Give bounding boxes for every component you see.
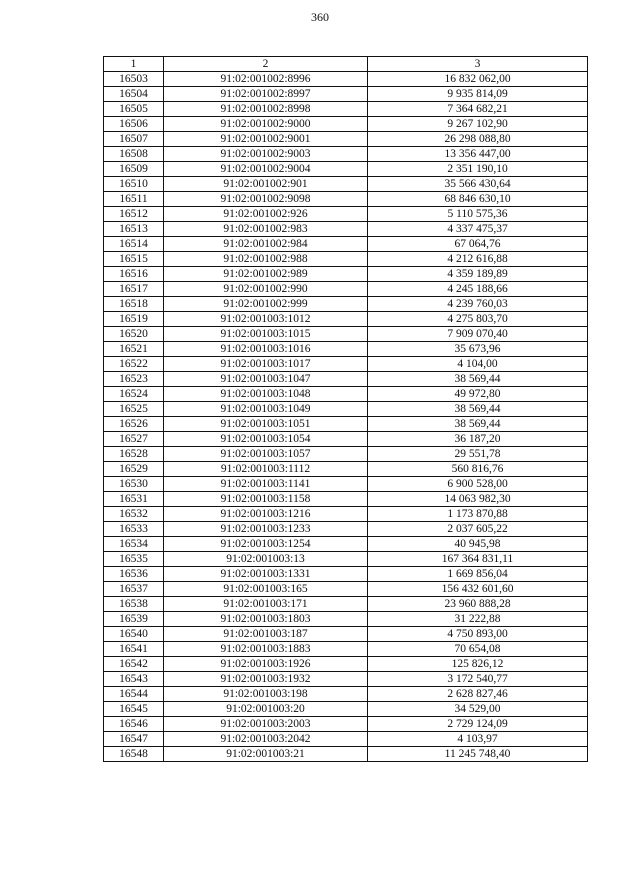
cadastral-number-cell: 91:02:001003:1054: [164, 432, 368, 447]
value-cell: 16 832 062,00: [368, 72, 588, 87]
table-row: [104, 222, 588, 237]
row-number-cell: 16545: [104, 702, 164, 717]
row-number-cell: 16534: [104, 537, 164, 552]
row-number-cell: 16548: [104, 747, 164, 762]
table-row: [104, 312, 588, 327]
column-header-2: 2: [164, 57, 368, 72]
value-cell: 13 356 447,00: [368, 147, 588, 162]
value-cell: 560 816,76: [368, 462, 588, 477]
row-number-cell: 16547: [104, 732, 164, 747]
table-row: [104, 387, 588, 402]
cadastral-number-cell: 91:02:001003:20: [164, 702, 368, 717]
value-cell: 2 351 190,10: [368, 162, 588, 177]
value-cell: 35 673,96: [368, 342, 588, 357]
table-row: [104, 717, 588, 732]
row-number-cell: 16504: [104, 87, 164, 102]
table-row: [104, 327, 588, 342]
row-number-cell: 16533: [104, 522, 164, 537]
table-row: [104, 597, 588, 612]
cadastral-number-cell: 91:02:001002:999: [164, 297, 368, 312]
value-cell: 34 529,00: [368, 702, 588, 717]
table-row: [104, 447, 588, 462]
cadastral-number-cell: 91:02:001002:8996: [164, 72, 368, 87]
cadastral-number-cell: 91:02:001003:1112: [164, 462, 368, 477]
row-number-cell: 16518: [104, 297, 164, 312]
row-number-cell: 16516: [104, 267, 164, 282]
value-cell: 70 654,08: [368, 642, 588, 657]
value-cell: 4 212 616,88: [368, 252, 588, 267]
row-number-cell: 16512: [104, 207, 164, 222]
value-cell: 1 173 870,88: [368, 507, 588, 522]
cadastral-number-cell: 91:02:001003:1012: [164, 312, 368, 327]
cadastral-number-cell: 91:02:001003:1015: [164, 327, 368, 342]
value-cell: 35 566 430,64: [368, 177, 588, 192]
cadastral-number-cell: 91:02:001002:9003: [164, 147, 368, 162]
cadastral-number-cell: 91:02:001003:1331: [164, 567, 368, 582]
cadastral-number-cell: 91:02:001003:1049: [164, 402, 368, 417]
cadastral-number-cell: 91:02:001003:1017: [164, 357, 368, 372]
cadastral-number-cell: 91:02:001003:165: [164, 582, 368, 597]
value-cell: 49 972,80: [368, 387, 588, 402]
value-cell: 38 569,44: [368, 402, 588, 417]
table-row: [104, 627, 588, 642]
table-row: [104, 432, 588, 447]
row-number-cell: 16508: [104, 147, 164, 162]
table-row: [104, 297, 588, 312]
cadastral-number-cell: 91:02:001003:1158: [164, 492, 368, 507]
value-cell: 23 960 888,28: [368, 597, 588, 612]
value-cell: 5 110 575,36: [368, 207, 588, 222]
value-cell: 167 364 831,11: [368, 552, 588, 567]
value-cell: 38 569,44: [368, 417, 588, 432]
row-number-cell: 16511: [104, 192, 164, 207]
row-number-cell: 16541: [104, 642, 164, 657]
table-row: [104, 192, 588, 207]
table-row: [104, 417, 588, 432]
value-cell: 7 909 070,40: [368, 327, 588, 342]
value-cell: 4 337 475,37: [368, 222, 588, 237]
table-row: [104, 342, 588, 357]
registry-table: [103, 56, 588, 762]
row-number-cell: 16542: [104, 657, 164, 672]
cadastral-number-cell: 91:02:001003:1048: [164, 387, 368, 402]
row-number-cell: 16506: [104, 117, 164, 132]
value-cell: 2 729 124,09: [368, 717, 588, 732]
value-cell: 68 846 630,10: [368, 192, 588, 207]
table-header-row: [104, 57, 588, 72]
row-number-cell: 16519: [104, 312, 164, 327]
table-row: [104, 462, 588, 477]
table-row: [104, 612, 588, 627]
row-number-cell: 16530: [104, 477, 164, 492]
cadastral-number-cell: 91:02:001002:9000: [164, 117, 368, 132]
cadastral-number-cell: 91:02:001002:8998: [164, 102, 368, 117]
cadastral-number-cell: 91:02:001002:9001: [164, 132, 368, 147]
cadastral-number-cell: 91:02:001003:171: [164, 597, 368, 612]
value-cell: 2 037 605,22: [368, 522, 588, 537]
value-cell: 38 569,44: [368, 372, 588, 387]
table-body: [104, 72, 588, 762]
row-number-cell: 16535: [104, 552, 164, 567]
row-number-cell: 16509: [104, 162, 164, 177]
row-number-cell: 16539: [104, 612, 164, 627]
table-row: [104, 207, 588, 222]
cadastral-number-cell: 91:02:001003:1047: [164, 372, 368, 387]
value-cell: 40 945,98: [368, 537, 588, 552]
table-row: [104, 102, 588, 117]
table-row: [104, 177, 588, 192]
row-number-cell: 16515: [104, 252, 164, 267]
row-number-cell: 16514: [104, 237, 164, 252]
row-number-cell: 16505: [104, 102, 164, 117]
cadastral-number-cell: 91:02:001002:9004: [164, 162, 368, 177]
row-number-cell: 16503: [104, 72, 164, 87]
cadastral-number-cell: 91:02:001003:198: [164, 687, 368, 702]
row-number-cell: 16523: [104, 372, 164, 387]
table-row: [104, 537, 588, 552]
cadastral-number-cell: 91:02:001003:2003: [164, 717, 368, 732]
table-row: [104, 732, 588, 747]
cadastral-number-cell: 91:02:001003:1883: [164, 642, 368, 657]
table-row: [104, 147, 588, 162]
table-row: [104, 747, 588, 762]
table-row: [104, 672, 588, 687]
row-number-cell: 16522: [104, 357, 164, 372]
cadastral-number-cell: 91:02:001002:990: [164, 282, 368, 297]
row-number-cell: 16525: [104, 402, 164, 417]
table-row: [104, 162, 588, 177]
row-number-cell: 16517: [104, 282, 164, 297]
value-cell: 4 750 893,00: [368, 627, 588, 642]
value-cell: 9 935 814,09: [368, 87, 588, 102]
cadastral-number-cell: 91:02:001003:2042: [164, 732, 368, 747]
row-number-cell: 16528: [104, 447, 164, 462]
page-number: 360: [311, 10, 329, 24]
cadastral-number-cell: 91:02:001002:9098: [164, 192, 368, 207]
value-cell: 2 628 827,46: [368, 687, 588, 702]
table-row: [104, 372, 588, 387]
value-cell: 4 245 188,66: [368, 282, 588, 297]
cadastral-number-cell: 91:02:001003:1216: [164, 507, 368, 522]
value-cell: 26 298 088,80: [368, 132, 588, 147]
row-number-cell: 16526: [104, 417, 164, 432]
row-number-cell: 16513: [104, 222, 164, 237]
value-cell: 31 222,88: [368, 612, 588, 627]
cadastral-number-cell: 91:02:001002:983: [164, 222, 368, 237]
table-row: [104, 252, 588, 267]
value-cell: 4 104,00: [368, 357, 588, 372]
row-number-cell: 16520: [104, 327, 164, 342]
table-row: [104, 492, 588, 507]
row-number-cell: 16510: [104, 177, 164, 192]
cadastral-number-cell: 91:02:001003:13: [164, 552, 368, 567]
table-row: [104, 507, 588, 522]
value-cell: 14 063 982,30: [368, 492, 588, 507]
column-header-1: 1: [104, 57, 164, 72]
cadastral-number-cell: 91:02:001003:21: [164, 747, 368, 762]
cadastral-number-cell: 91:02:001003:1803: [164, 612, 368, 627]
table-row: [104, 237, 588, 252]
row-number-cell: 16521: [104, 342, 164, 357]
cadastral-number-cell: 91:02:001002:984: [164, 237, 368, 252]
cadastral-number-cell: 91:02:001002:8997: [164, 87, 368, 102]
row-number-cell: 16532: [104, 507, 164, 522]
row-number-cell: 16536: [104, 567, 164, 582]
value-cell: 7 364 682,21: [368, 102, 588, 117]
cadastral-number-cell: 91:02:001003:1051: [164, 417, 368, 432]
value-cell: 4 275 803,70: [368, 312, 588, 327]
row-number-cell: 16546: [104, 717, 164, 732]
value-cell: 4 239 760,03: [368, 297, 588, 312]
table-row: [104, 522, 588, 537]
cadastral-number-cell: 91:02:001002:901: [164, 177, 368, 192]
table-row: [104, 72, 588, 87]
table-row: [104, 657, 588, 672]
value-cell: 156 432 601,60: [368, 582, 588, 597]
value-cell: 6 900 528,00: [368, 477, 588, 492]
table-row: [104, 552, 588, 567]
cadastral-number-cell: 91:02:001003:1057: [164, 447, 368, 462]
row-number-cell: 16529: [104, 462, 164, 477]
cadastral-number-cell: 91:02:001002:926: [164, 207, 368, 222]
value-cell: 67 064,76: [368, 237, 588, 252]
table-row: [104, 687, 588, 702]
cadastral-number-cell: 91:02:001002:989: [164, 267, 368, 282]
row-number-cell: 16538: [104, 597, 164, 612]
table-row: [104, 477, 588, 492]
cadastral-number-cell: 91:02:001003:1926: [164, 657, 368, 672]
cadastral-number-cell: 91:02:001003:1932: [164, 672, 368, 687]
cadastral-number-cell: 91:02:001003:1141: [164, 477, 368, 492]
row-number-cell: 16537: [104, 582, 164, 597]
table-row: [104, 87, 588, 102]
table-row: [104, 132, 588, 147]
row-number-cell: 16507: [104, 132, 164, 147]
cadastral-number-cell: 91:02:001003:1254: [164, 537, 368, 552]
value-cell: 29 551,78: [368, 447, 588, 462]
column-header-3: 3: [368, 57, 588, 72]
table-row: [104, 567, 588, 582]
table-row: [104, 357, 588, 372]
row-number-cell: 16543: [104, 672, 164, 687]
table-row: [104, 582, 588, 597]
row-number-cell: 16531: [104, 492, 164, 507]
value-cell: 125 826,12: [368, 657, 588, 672]
value-cell: 4 103,97: [368, 732, 588, 747]
row-number-cell: 16524: [104, 387, 164, 402]
row-number-cell: 16527: [104, 432, 164, 447]
value-cell: 4 359 189,89: [368, 267, 588, 282]
table-row: [104, 702, 588, 717]
value-cell: 36 187,20: [368, 432, 588, 447]
row-number-cell: 16540: [104, 627, 164, 642]
table-row: [104, 402, 588, 417]
value-cell: 11 245 748,40: [368, 747, 588, 762]
value-cell: 1 669 856,04: [368, 567, 588, 582]
row-number-cell: 16544: [104, 687, 164, 702]
table-row: [104, 117, 588, 132]
cadastral-number-cell: 91:02:001003:187: [164, 627, 368, 642]
table-row: [104, 642, 588, 657]
cadastral-number-cell: 91:02:001003:1233: [164, 522, 368, 537]
cadastral-number-cell: 91:02:001003:1016: [164, 342, 368, 357]
value-cell: 3 172 540,77: [368, 672, 588, 687]
table-row: [104, 267, 588, 282]
value-cell: 9 267 102,90: [368, 117, 588, 132]
table-row: [104, 282, 588, 297]
cadastral-number-cell: 91:02:001002:988: [164, 252, 368, 267]
